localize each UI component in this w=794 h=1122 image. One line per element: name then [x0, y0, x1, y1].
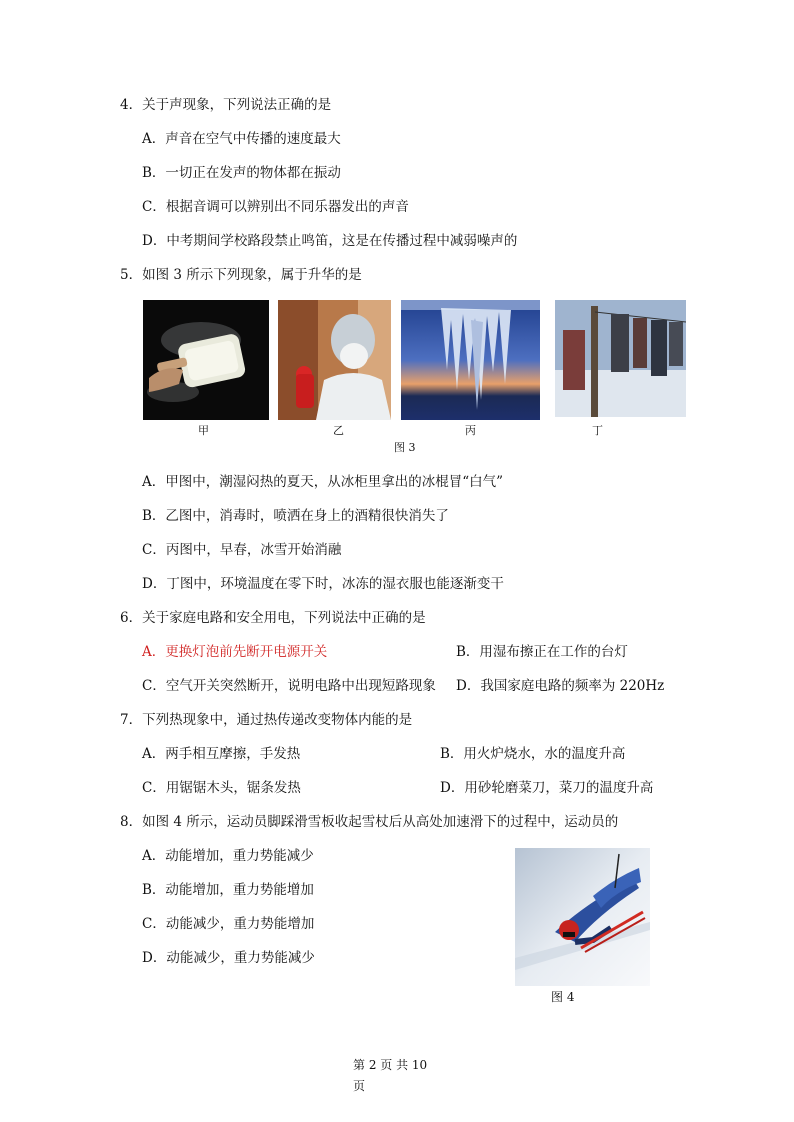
q5-stem: 5．如图 3 所示下列现象，属于升华的是 — [120, 267, 362, 283]
figure3-label-ding: 丁 — [592, 424, 603, 437]
figure3-label-jia: 甲 — [198, 424, 209, 437]
figure3-photo-yi — [278, 300, 391, 420]
q8-stem: 8．如图 4 所示，运动员脚踩滑雪板收起雪杖后从高处加速滑下的过程中，运动员的 — [120, 814, 619, 830]
q8-option-d: D．动能减少，重力势能减少 — [142, 950, 315, 966]
q8-option-c: C．动能减少，重力势能增加 — [142, 916, 315, 932]
q6-option-a: A．更换灯泡前先断开电源开关 — [142, 644, 328, 660]
q5-option-a: A．甲图中，潮湿闷热的夏天，从冰柜里拿出的冰棍冒“白气” — [142, 474, 504, 490]
q5-option-d: D．丁图中，环境温度在零下时，冰冻的湿衣服也能逐渐变干 — [142, 576, 504, 592]
figure3-caption: 图 3 — [394, 441, 416, 454]
q7-stem: 7．下列热现象中，通过热传递改变物体内能的是 — [120, 712, 413, 728]
figure4-photo-skier — [515, 848, 650, 986]
page-footer-line2: 页 — [353, 1079, 366, 1093]
q7-option-b: B．用火炉烧水，水的温度升高 — [440, 746, 626, 762]
q7-option-a: A．两手相互摩擦，手发热 — [142, 746, 301, 762]
q4-option-a: A．声音在空气中传播的速度最大 — [142, 131, 341, 147]
figure3-photo-ding — [555, 300, 686, 417]
q4-option-b: B．一切正在发声的物体都在振动 — [142, 165, 341, 181]
q4-option-d: D．中考期间学校路段禁止鸣笛，这是在传播过程中减弱噪声的 — [142, 233, 518, 249]
q8-option-b: B．动能增加，重力势能增加 — [142, 882, 314, 898]
figure3-photo-jia — [143, 300, 269, 420]
q6-stem: 6．关于家庭电路和安全用电，下列说法中正确的是 — [120, 610, 426, 626]
q7-option-d: D．用砂轮磨菜刀，菜刀的温度升高 — [440, 780, 654, 796]
figure3-label-bing: 丙 — [465, 424, 476, 437]
q4-stem: 4．关于声现象，下列说法正确的是 — [120, 97, 332, 113]
figure4-caption: 图 4 — [551, 990, 575, 1004]
q4-option-c: C．根据音调可以辨别出不同乐器发出的声音 — [142, 199, 409, 215]
q6-option-b: B．用湿布擦正在工作的台灯 — [456, 644, 628, 660]
figure3-label-yi: 乙 — [333, 424, 344, 437]
q8-option-a: A．动能增加，重力势能减少 — [142, 848, 314, 864]
q5-option-c: C．丙图中，早春，冰雪开始消融 — [142, 542, 342, 558]
page-footer-line1: 第 2 页 共 10 — [353, 1058, 428, 1072]
q6-option-c: C．空气开关突然断开，说明电路中出现短路现象 — [142, 678, 436, 694]
q6-option-d: D．我国家庭电路的频率为 220Hz — [456, 678, 665, 694]
q5-option-b: B．乙图中，消毒时，喷洒在身上的酒精很快消失了 — [142, 508, 449, 524]
q7-option-c: C．用锯锯木头，锯条发热 — [142, 780, 301, 796]
figure3-photo-bing — [401, 300, 540, 420]
